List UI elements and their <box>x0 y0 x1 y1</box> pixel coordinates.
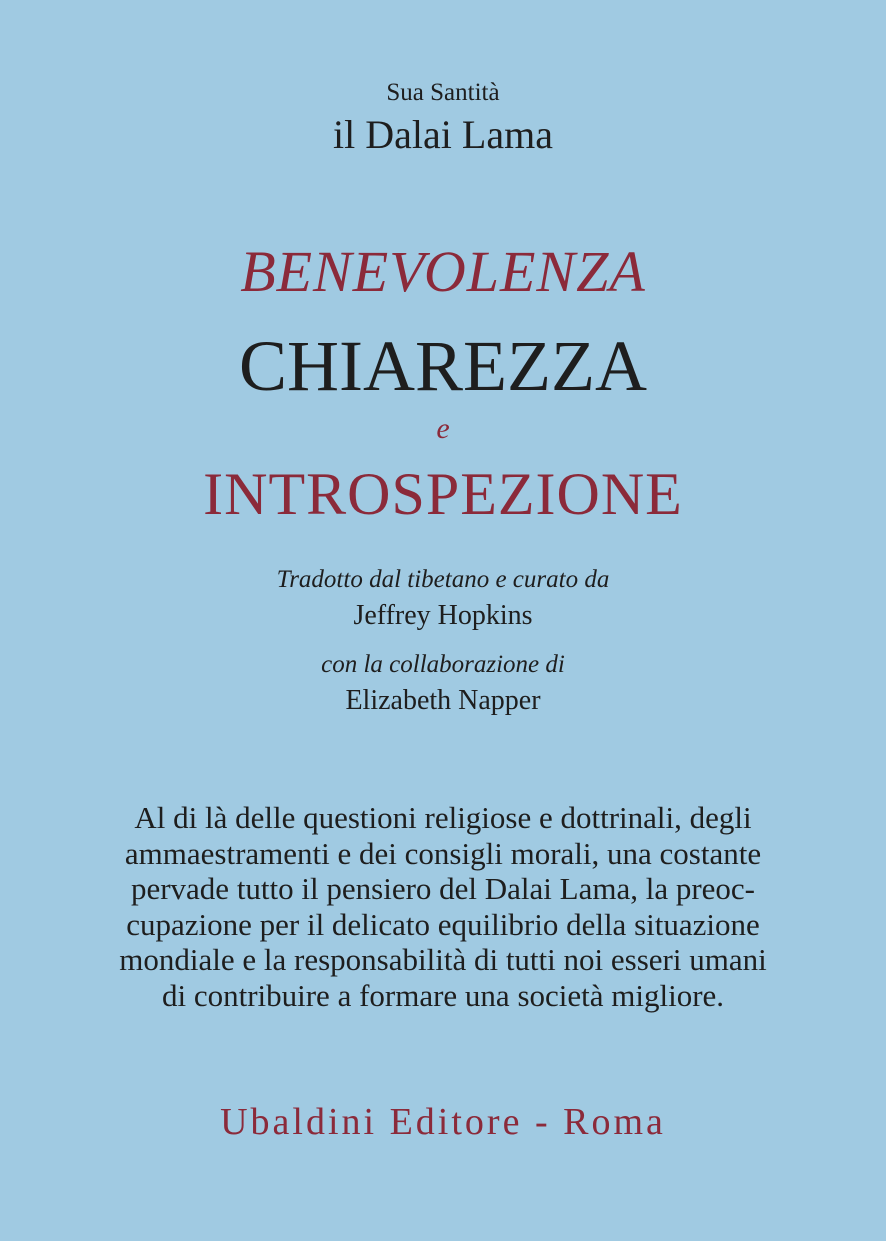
translator-name: Jeffrey Hopkins <box>353 600 533 631</box>
title-conjunction: e <box>436 412 450 445</box>
blurb-line: mondiale e la responsabilità di tutti noi esseri umani <box>119 942 767 977</box>
title-chiarezza: CHIAREZZA <box>239 326 647 406</box>
blurb-line: pervade tutto il pensiero del Dalai Lama, la preoc- <box>130 871 756 906</box>
author-name: il Dalai Lama <box>333 112 553 157</box>
title-benevolenza: BENEVOLENZA <box>240 239 646 304</box>
blurb-line: di contribuire a formare una società migliore. <box>161 977 725 1013</box>
publisher-imprint: Ubaldini Editore - Roma <box>220 1101 666 1143</box>
title-introspezione: INTROSPEZIONE <box>203 461 683 527</box>
translator-label: Tradotto dal tibetano e curato da <box>276 566 610 593</box>
blurb-paragraph <box>90 800 796 1013</box>
blurb-line: ammaestramenti e dei consigli morali, una costante <box>124 835 762 871</box>
collaborator-name: Elizabeth Napper <box>345 685 541 716</box>
collaborator-label: con la collaborazione di <box>321 651 565 678</box>
blurb-line: Al di là delle questioni religiose e dottrinali, degli <box>134 800 752 835</box>
author-prefix: Sua Santità <box>386 79 500 106</box>
blurb-line: cupazione per il delicato equilibrio della situazione <box>126 906 760 942</box>
